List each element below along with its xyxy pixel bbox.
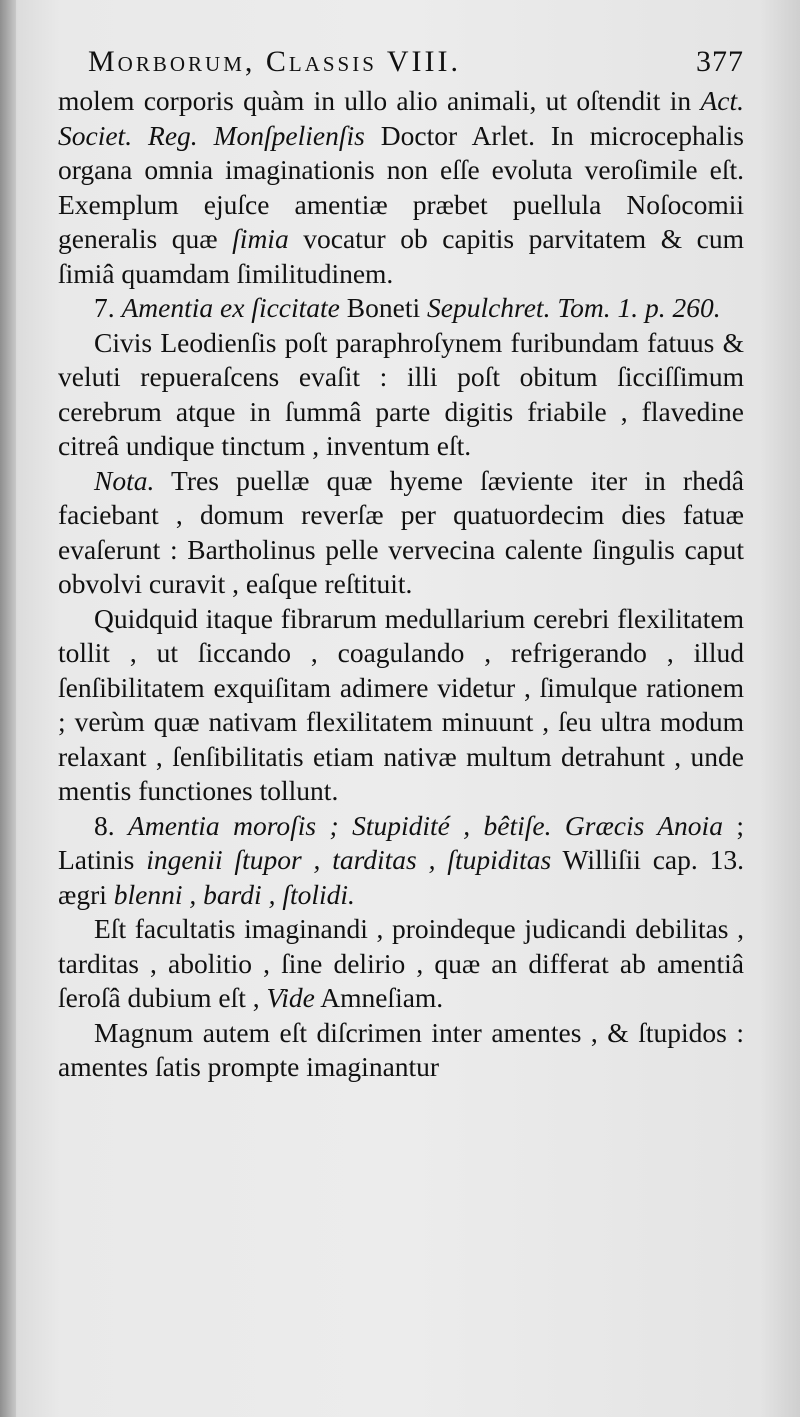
- paragraph: [58, 912, 744, 1016]
- italic-text: Amentia ex ſiccitate: [121, 292, 340, 323]
- text-run: Amneſiam.: [314, 982, 444, 1013]
- book-spine-shadow: [0, 0, 16, 1417]
- text-run: Eſt facultatis imaginandi , proindeque judicandi debilitas , tarditas , abolitio , ſine delirio , quæ an differat ab amentiâ ſeroſâ dubium eſt ,: [58, 913, 744, 1013]
- italic-text: blenni , bardi , ſtolidi.: [113, 878, 355, 910]
- italic-text: ſimia: [232, 223, 289, 254]
- book-page: [58, 42, 744, 1085]
- text-run: Boneti: [339, 292, 427, 323]
- text-run: ; Latinis: [58, 809, 744, 875]
- paragraph: [58, 1016, 744, 1085]
- italic-text: Vide: [266, 982, 315, 1013]
- text-run: 8.: [94, 809, 129, 841]
- text-run: Tres puellæ quæ hyeme ſæviente iter in rhedâ faciebant , domum reverſæ per quatuordecim dies fatuæ evaſerunt : Bartholinus pelle vervecina calente ſingulis caput obvolvi curavit , eaſque reſtituit.: [58, 464, 744, 599]
- paragraph: [58, 326, 744, 464]
- text-body: [58, 84, 744, 1085]
- paragraph: [58, 84, 744, 291]
- text-run: 7.: [94, 292, 122, 323]
- text-run: Civis Leodienſis poſt paraphroſynem furibundam fatuus & veluti repueraſcens evaſit : illi poſt obitum ſicciſſimum cerebrum atque in ſummâ parte digitis friabile , flavedine citreâ undique tinctum , inventum eſt.: [58, 326, 744, 461]
- text-run: Doctor Arlet. In microcephalis organa omnia imaginationis non eſſe evoluta veroſimile eſt. Exemplum ejuſce amentiæ præbet puellula Noſocomii generalis quæ: [58, 119, 744, 254]
- text-run: vocatur ob capitis parvitatem & cum ſimiâ quamdam ſimilitudinem.: [58, 223, 744, 289]
- italic-text: Nota.: [94, 464, 155, 496]
- paragraph: [58, 809, 744, 913]
- paragraph: [58, 602, 744, 809]
- paragraph: [58, 291, 744, 326]
- italic-text: Amentia moroſis ; Stupidité , bêtiſe. Græcis Anoia: [128, 809, 723, 841]
- italic-text: Act. Societ. Reg. Monſpelienſis: [58, 85, 744, 151]
- text-run: Magnum autem eſt diſcrimen inter amentes , & ſtupidos : amentes ſatis prompte imaginantur: [58, 1016, 744, 1082]
- running-title: Morborum, Classis VIII.: [88, 45, 461, 78]
- italic-text: Sepulchret. Tom. 1. p. 260.: [426, 292, 721, 323]
- italic-text: ingenii ſtupor , tarditas , ſtupiditas: [146, 844, 552, 875]
- page-number: 377: [696, 45, 744, 78]
- text-run: Quidquid itaque fibrarum medullarium cerebri flexilitatem tollit , ut ſiccando , coagulando , refrigerando , illud ſenſibilitatem exquiſitam adimere videtur , ſimulque rationem ; verùm quæ nativam flexilitatem minuunt , ſeu ultra modum relaxant , ſenſibilitatis etiam nativæ multum detrahunt , unde mentis functiones tollunt.: [58, 602, 744, 806]
- running-header: [88, 42, 744, 82]
- text-run: Williſii cap. 13. ægri: [58, 844, 744, 910]
- paragraph: [58, 464, 744, 602]
- text-run: molem corporis quàm in ullo alio animali, ut oſtendit in: [58, 85, 701, 116]
